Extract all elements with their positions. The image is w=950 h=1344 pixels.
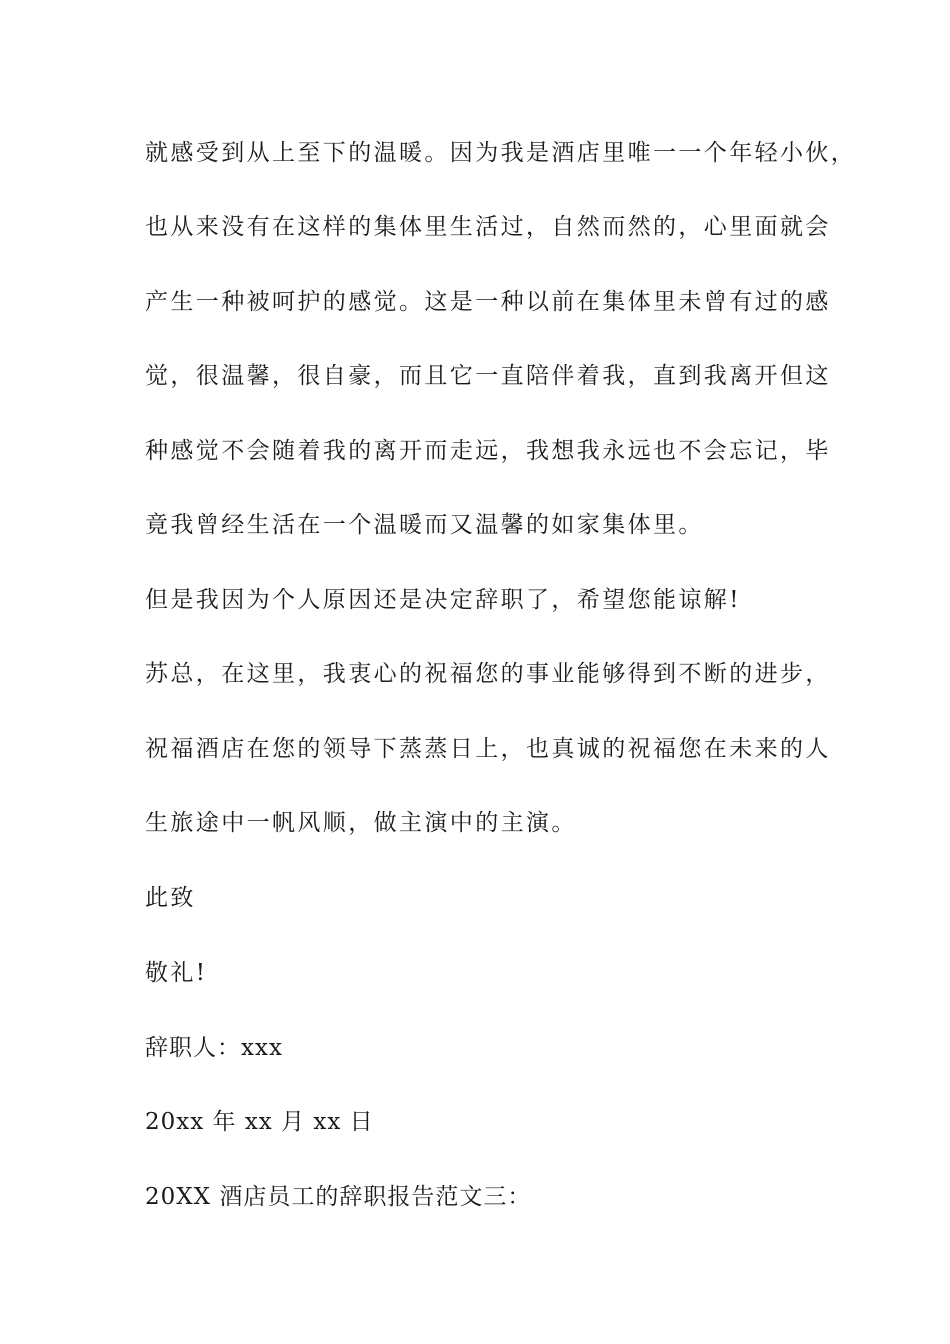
signature-line: 辞职人：xxx [145,1035,283,1061]
text-line: 竟我曾经生活在一个温暖而又温馨的如家集体里。 [145,512,704,538]
text-line: 就感受到从上至下的温暖。因为我是酒店里唯一一个年轻小伙， [145,140,857,166]
text-line: 也从来没有在这样的集体里生活过，自然而然的，心里面就会 [145,214,831,240]
text-line: 但是我因为个人原因还是决定辞职了，希望您能谅解! [145,587,741,613]
text-line: 苏总，在这里，我衷心的祝福您的事业能够得到不断的进步， [145,661,831,687]
text-line: 生旅途中一帆风顺，做主演中的主演。 [145,810,577,836]
text-line: 产生一种被呵护的感觉。这是一种以前在集体里未曾有过的感 [145,289,831,315]
text-line: 觉，很温馨，很自豪，而且它一直陪伴着我，直到我离开但这 [145,363,831,389]
closing-regards: 敬礼! [145,960,208,986]
date-line: 20xx 年 xx 月 xx 日 [145,1109,374,1135]
closing-salutation: 此致 [145,885,196,911]
text-line: 种感觉不会随着我的离开而走远，我想我永远也不会忘记，毕 [145,438,831,464]
text-line: 祝福酒店在您的领导下蒸蒸日上，也真诚的祝福您在未来的人 [145,736,831,762]
section-heading: 20XX 酒店员工的辞职报告范文三： [145,1184,532,1210]
